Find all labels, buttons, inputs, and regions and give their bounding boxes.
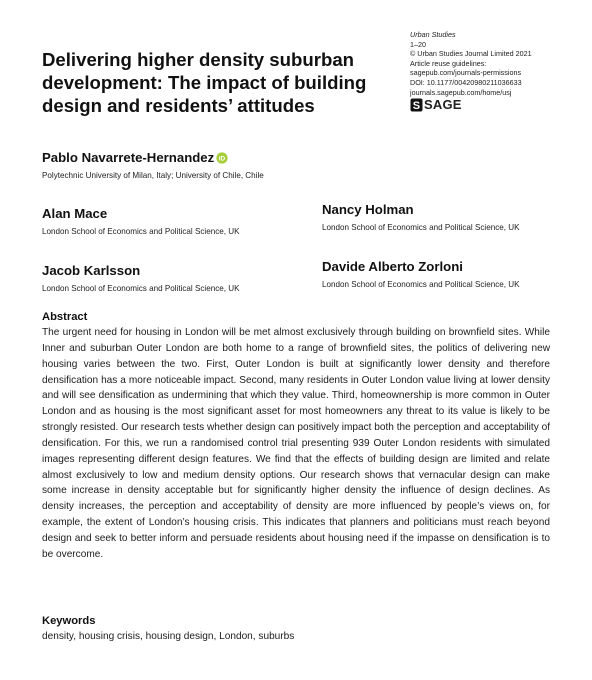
author-name: Jacob Karlsson [42,263,141,278]
author-5 [322,259,520,290]
permissions-link[interactable]: sagepub.com/journals-permissions [410,68,522,78]
copyright: © Urban Studies Journal Limited 2021 [410,49,532,59]
author-name: Alan Mace [42,206,108,221]
svg-text:S: S [412,100,421,113]
keywords-heading: Keywords [42,615,96,627]
reuse-guidelines: Article reuse guidelines: [410,58,487,68]
author-name: Pablo Navarrete-Hernandez [42,150,215,165]
author-affiliation: London School of Economics and Political Science, UK [322,280,520,289]
author-affiliation: Polytechnic University of Milan, Italy; University of Chile, Chile [42,171,264,180]
sage-logo-icon [410,98,423,112]
abstract-text: The urgent need for housing in London will be met almost exclusively through building on brownfield sites. While Inner and suburban Outer London are both home to a range of brownfield sites, the politics of delivering new housing varies between the two. First, Outer London is built at significantly lower density and therefore densification has a more noticeable impact. Second, many residents in Outer London value living at lower density and will see densification as undermining that which they value. Third, homeownership is more common in Outer London and as housing is the most significant asset for most homeowners any threat to its value is likely to be strongly resisted. Our research tests whether design can positively impact both the perception and acceptability of densification. For this, we run a randomised control trial presenting 939 Outer London residents with simulated images representing different design features. We find that the effects of building design are limited and relate almost exclusively to low and medium density options. Our research shows that vernacular design can make some increase in density acceptable but for significantly higher density the influence of design declines. As density increases, the perception and acceptability of density are more influenced by people’s views on, for example, the extent of London’s housing crisis. This indicates that planners and politicians must reach beyond design and seek to better inform and persuade residents about housing need if the impasse on densification is to be overcome. [42,327,550,560]
author-affiliation: London School of Economics and Political Science, UK [42,284,240,293]
keywords-text: density, housing crisis, housing design, London, suburbs [42,631,295,642]
author-2 [42,206,240,237]
doi[interactable]: DOI: 10.1177/00420980211036633 [410,77,522,87]
author-name: Nancy Holman [322,202,414,217]
journal-meta [410,30,586,112]
author-1 [42,150,264,181]
abstract-heading: Abstract [42,311,88,323]
author-name: Davide Alberto Zorloni [322,259,463,274]
article-title: Delivering higher density suburban development: The impact of building design and residents’ attitudes [42,49,367,116]
journal-homepage-link[interactable]: journals.sagepub.com/home/usj [410,87,512,97]
author-4 [42,263,240,294]
svg-text:iD: iD [218,155,226,163]
page-range: 1–20 [410,39,426,49]
author-affiliation: London School of Economics and Political Science, UK [322,223,520,232]
publisher-logo [410,98,586,112]
journal-name: Urban Studies [410,30,456,39]
orcid-icon[interactable] [216,152,228,164]
publisher-logo-text: SAGE [424,97,462,113]
author-affiliation: London School of Economics and Political Science, UK [42,227,240,236]
author-3 [322,202,520,233]
